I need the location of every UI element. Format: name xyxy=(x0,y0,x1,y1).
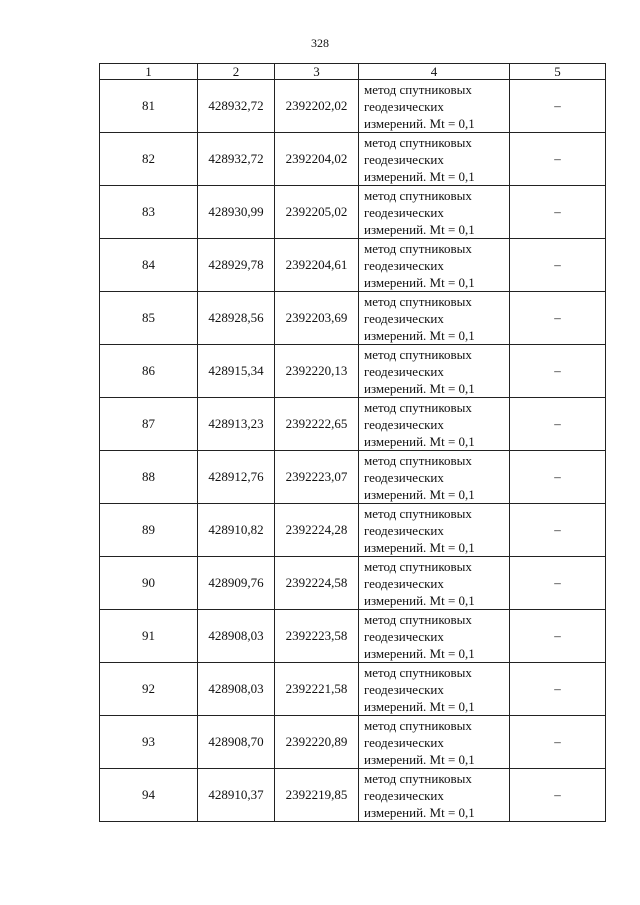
point-number-cell: 91 xyxy=(100,610,198,663)
method-line: геодезических xyxy=(364,257,444,273)
column-header-3: 3 xyxy=(275,64,359,80)
point-number-cell: 94 xyxy=(100,769,198,822)
method-line: измерений. Mt = 0,1 xyxy=(364,751,475,767)
x-coordinate-cell: 428908,70 xyxy=(198,716,275,769)
note-cell: – xyxy=(510,186,606,239)
y-coordinate-cell: 2392204,02 xyxy=(275,133,359,186)
note-cell: – xyxy=(510,239,606,292)
method-line: геодезических xyxy=(364,681,444,697)
method-line: измерений. Mt = 0,1 xyxy=(364,645,475,661)
method-line: геодезических xyxy=(364,575,444,591)
method-line: измерений. Mt = 0,1 xyxy=(364,221,475,237)
x-coordinate-cell: 428910,37 xyxy=(198,769,275,822)
method-line: измерений. Mt = 0,1 xyxy=(364,380,475,396)
method-line: метод спутниковых xyxy=(364,81,472,97)
note-cell: – xyxy=(510,451,606,504)
table-row xyxy=(100,557,606,610)
x-coordinate-cell: 428913,23 xyxy=(198,398,275,451)
method-line: метод спутниковых xyxy=(364,770,472,786)
point-number-cell: 86 xyxy=(100,345,198,398)
method-line: геодезических xyxy=(364,98,444,114)
x-coordinate-cell: 428908,03 xyxy=(198,610,275,663)
table-row xyxy=(100,504,606,557)
table-row xyxy=(100,610,606,663)
method-cell xyxy=(359,716,510,769)
method-cell xyxy=(359,663,510,716)
method-line: измерений. Mt = 0,1 xyxy=(364,327,475,343)
point-number-cell: 85 xyxy=(100,292,198,345)
table-row xyxy=(100,80,606,133)
column-header-5: 5 xyxy=(510,64,606,80)
y-coordinate-cell: 2392203,69 xyxy=(275,292,359,345)
table-row xyxy=(100,398,606,451)
method-line: геодезических xyxy=(364,734,444,750)
method-line: метод спутниковых xyxy=(364,505,472,521)
note-cell: – xyxy=(510,504,606,557)
method-line: геодезических xyxy=(364,469,444,485)
note-cell: – xyxy=(510,663,606,716)
point-number-cell: 83 xyxy=(100,186,198,239)
x-coordinate-cell: 428930,99 xyxy=(198,186,275,239)
x-coordinate-cell: 428929,78 xyxy=(198,239,275,292)
note-cell: – xyxy=(510,80,606,133)
method-line: геодезических xyxy=(364,416,444,432)
method-line: геодезических xyxy=(364,310,444,326)
y-coordinate-cell: 2392204,61 xyxy=(275,239,359,292)
method-line: геодезических xyxy=(364,628,444,644)
table-row xyxy=(100,451,606,504)
method-line: измерений. Mt = 0,1 xyxy=(364,433,475,449)
note-cell: – xyxy=(510,292,606,345)
table-row xyxy=(100,133,606,186)
x-coordinate-cell: 428908,03 xyxy=(198,663,275,716)
y-coordinate-cell: 2392205,02 xyxy=(275,186,359,239)
method-line: метод спутниковых xyxy=(364,611,472,627)
method-cell xyxy=(359,292,510,345)
y-coordinate-cell: 2392219,85 xyxy=(275,769,359,822)
method-cell xyxy=(359,504,510,557)
column-header-2: 2 xyxy=(198,64,275,80)
method-cell xyxy=(359,610,510,663)
point-number-cell: 84 xyxy=(100,239,198,292)
table-row xyxy=(100,239,606,292)
method-line: измерений. Mt = 0,1 xyxy=(364,592,475,608)
x-coordinate-cell: 428912,76 xyxy=(198,451,275,504)
note-cell: – xyxy=(510,133,606,186)
method-line: измерений. Mt = 0,1 xyxy=(364,698,475,714)
method-line: измерений. Mt = 0,1 xyxy=(364,804,475,820)
y-coordinate-cell: 2392224,58 xyxy=(275,557,359,610)
method-cell xyxy=(359,398,510,451)
table-row xyxy=(100,716,606,769)
method-line: метод спутниковых xyxy=(364,399,472,415)
x-coordinate-cell: 428928,56 xyxy=(198,292,275,345)
method-line: геодезических xyxy=(364,204,444,220)
method-line: измерений. Mt = 0,1 xyxy=(364,274,475,290)
table-body xyxy=(100,80,606,822)
note-cell: – xyxy=(510,557,606,610)
method-cell xyxy=(359,80,510,133)
note-cell: – xyxy=(510,398,606,451)
method-line: измерений. Mt = 0,1 xyxy=(364,115,475,131)
method-line: метод спутниковых xyxy=(364,187,472,203)
y-coordinate-cell: 2392223,07 xyxy=(275,451,359,504)
method-line: метод спутниковых xyxy=(364,346,472,362)
column-header-4: 4 xyxy=(359,64,510,80)
y-coordinate-cell: 2392224,28 xyxy=(275,504,359,557)
method-line: метод спутниковых xyxy=(364,240,472,256)
point-number-cell: 82 xyxy=(100,133,198,186)
table-row xyxy=(100,292,606,345)
y-coordinate-cell: 2392220,89 xyxy=(275,716,359,769)
y-coordinate-cell: 2392223,58 xyxy=(275,610,359,663)
table-header xyxy=(100,64,606,80)
method-line: измерений. Mt = 0,1 xyxy=(364,486,475,502)
y-coordinate-cell: 2392221,58 xyxy=(275,663,359,716)
page-number: 328 xyxy=(311,36,329,50)
x-coordinate-cell: 428932,72 xyxy=(198,80,275,133)
x-coordinate-cell: 428915,34 xyxy=(198,345,275,398)
method-cell xyxy=(359,186,510,239)
method-line: метод спутниковых xyxy=(364,293,472,309)
header-row xyxy=(100,64,606,80)
method-cell xyxy=(359,133,510,186)
table-row xyxy=(100,186,606,239)
point-number-cell: 88 xyxy=(100,451,198,504)
point-number-cell: 89 xyxy=(100,504,198,557)
method-cell xyxy=(359,345,510,398)
method-line: метод спутниковых xyxy=(364,664,472,680)
x-coordinate-cell: 428910,82 xyxy=(198,504,275,557)
method-line: метод спутниковых xyxy=(364,717,472,733)
x-coordinate-cell: 428932,72 xyxy=(198,133,275,186)
method-line: измерений. Mt = 0,1 xyxy=(364,539,475,555)
method-line: метод спутниковых xyxy=(364,558,472,574)
note-cell: – xyxy=(510,610,606,663)
point-number-cell: 93 xyxy=(100,716,198,769)
method-cell xyxy=(359,239,510,292)
table-row xyxy=(100,769,606,822)
method-line: геодезических xyxy=(364,151,444,167)
y-coordinate-cell: 2392202,02 xyxy=(275,80,359,133)
table-row xyxy=(100,345,606,398)
point-number-cell: 92 xyxy=(100,663,198,716)
y-coordinate-cell: 2392222,65 xyxy=(275,398,359,451)
method-line: метод спутниковых xyxy=(364,134,472,150)
method-line: измерений. Mt = 0,1 xyxy=(364,168,475,184)
note-cell: – xyxy=(510,345,606,398)
method-cell xyxy=(359,451,510,504)
note-cell: – xyxy=(510,716,606,769)
method-line: геодезических xyxy=(364,787,444,803)
method-cell xyxy=(359,557,510,610)
coordinates-table xyxy=(99,63,606,822)
note-cell: – xyxy=(510,769,606,822)
column-header-1: 1 xyxy=(100,64,198,80)
table-row xyxy=(100,663,606,716)
method-line: геодезических xyxy=(364,363,444,379)
point-number-cell: 87 xyxy=(100,398,198,451)
method-cell xyxy=(359,769,510,822)
point-number-cell: 90 xyxy=(100,557,198,610)
x-coordinate-cell: 428909,76 xyxy=(198,557,275,610)
y-coordinate-cell: 2392220,13 xyxy=(275,345,359,398)
method-line: геодезических xyxy=(364,522,444,538)
method-line: метод спутниковых xyxy=(364,452,472,468)
point-number-cell: 81 xyxy=(100,80,198,133)
